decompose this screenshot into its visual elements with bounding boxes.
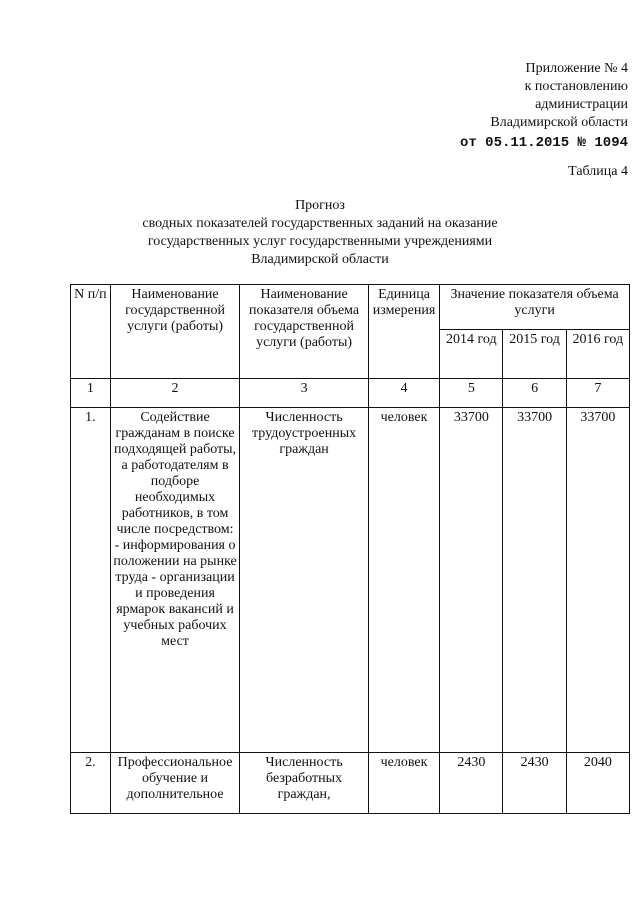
row-unit: человек — [368, 753, 439, 814]
column-number: 3 — [240, 379, 369, 408]
row-value-2014: 33700 — [440, 408, 503, 753]
row-value-2014: 2430 — [440, 753, 503, 814]
header-indicator: Наименование показателя объема государственной услуги (работы) — [240, 285, 369, 379]
header-service: Наименование государственной услуги (работы) — [110, 285, 240, 379]
row-indicator: Численность трудоустроенных граждан — [240, 408, 369, 753]
column-number: 6 — [503, 379, 566, 408]
row-num: 2. — [71, 753, 111, 814]
header-year-2014: 2014 год — [440, 330, 503, 379]
table-label: Таблица 4 — [568, 164, 628, 179]
appendix-line-1: Приложение № 4 — [525, 61, 628, 76]
appendix-header — [460, 60, 628, 152]
table-row — [71, 753, 630, 814]
forecast-table — [70, 284, 630, 814]
row-service: Профессиональное обучение и дополнительное — [110, 753, 240, 814]
row-value-2015: 33700 — [503, 408, 566, 753]
title-line-3: государственных услуг государственными учреждениями — [147, 234, 493, 249]
row-indicator: Численность безработных граждан, — [240, 753, 369, 814]
row-value-2016: 33700 — [566, 408, 629, 753]
title-line-4: Владимирской области — [251, 252, 389, 267]
row-value-2016: 2040 — [566, 753, 629, 814]
appendix-line-4: Владимирской области — [490, 115, 628, 130]
title-line-2: сводных показателей государственных заданий на оказание — [142, 216, 498, 231]
header-value: Значение показателя объема услуги — [440, 285, 630, 330]
title-line-1: Прогноз — [295, 198, 345, 213]
row-unit: человек — [368, 408, 439, 753]
table-row — [71, 408, 630, 753]
column-number-row — [71, 379, 630, 408]
header-num: N п/п — [71, 285, 111, 379]
appendix-line-2: к постановлению — [524, 79, 628, 94]
page-bottom-margin — [0, 858, 640, 905]
decree-stamp: от 05.11.2015 № 1094 — [459, 135, 628, 151]
row-service: Содействие гражданам в поиске подходящей работы, а работодателям в подборе необходимых работников, в том числе посредством: - информирования о положении на рынке труда - организации и проведения ярмарок вакансий и учебных рабочих мест — [110, 408, 240, 753]
column-number: 2 — [110, 379, 240, 408]
document-title — [0, 197, 640, 269]
column-number: 1 — [71, 379, 111, 408]
header-unit: Единица измерения — [368, 285, 439, 379]
table-header-row — [71, 285, 630, 330]
header-year-2016: 2016 год — [566, 330, 629, 379]
column-number: 7 — [566, 379, 629, 408]
row-value-2015: 2430 — [503, 753, 566, 814]
appendix-line-3: администрации — [535, 97, 628, 112]
column-number: 5 — [440, 379, 503, 408]
header-year-2015: 2015 год — [503, 330, 566, 379]
row-num: 1. — [71, 408, 111, 753]
column-number: 4 — [368, 379, 439, 408]
